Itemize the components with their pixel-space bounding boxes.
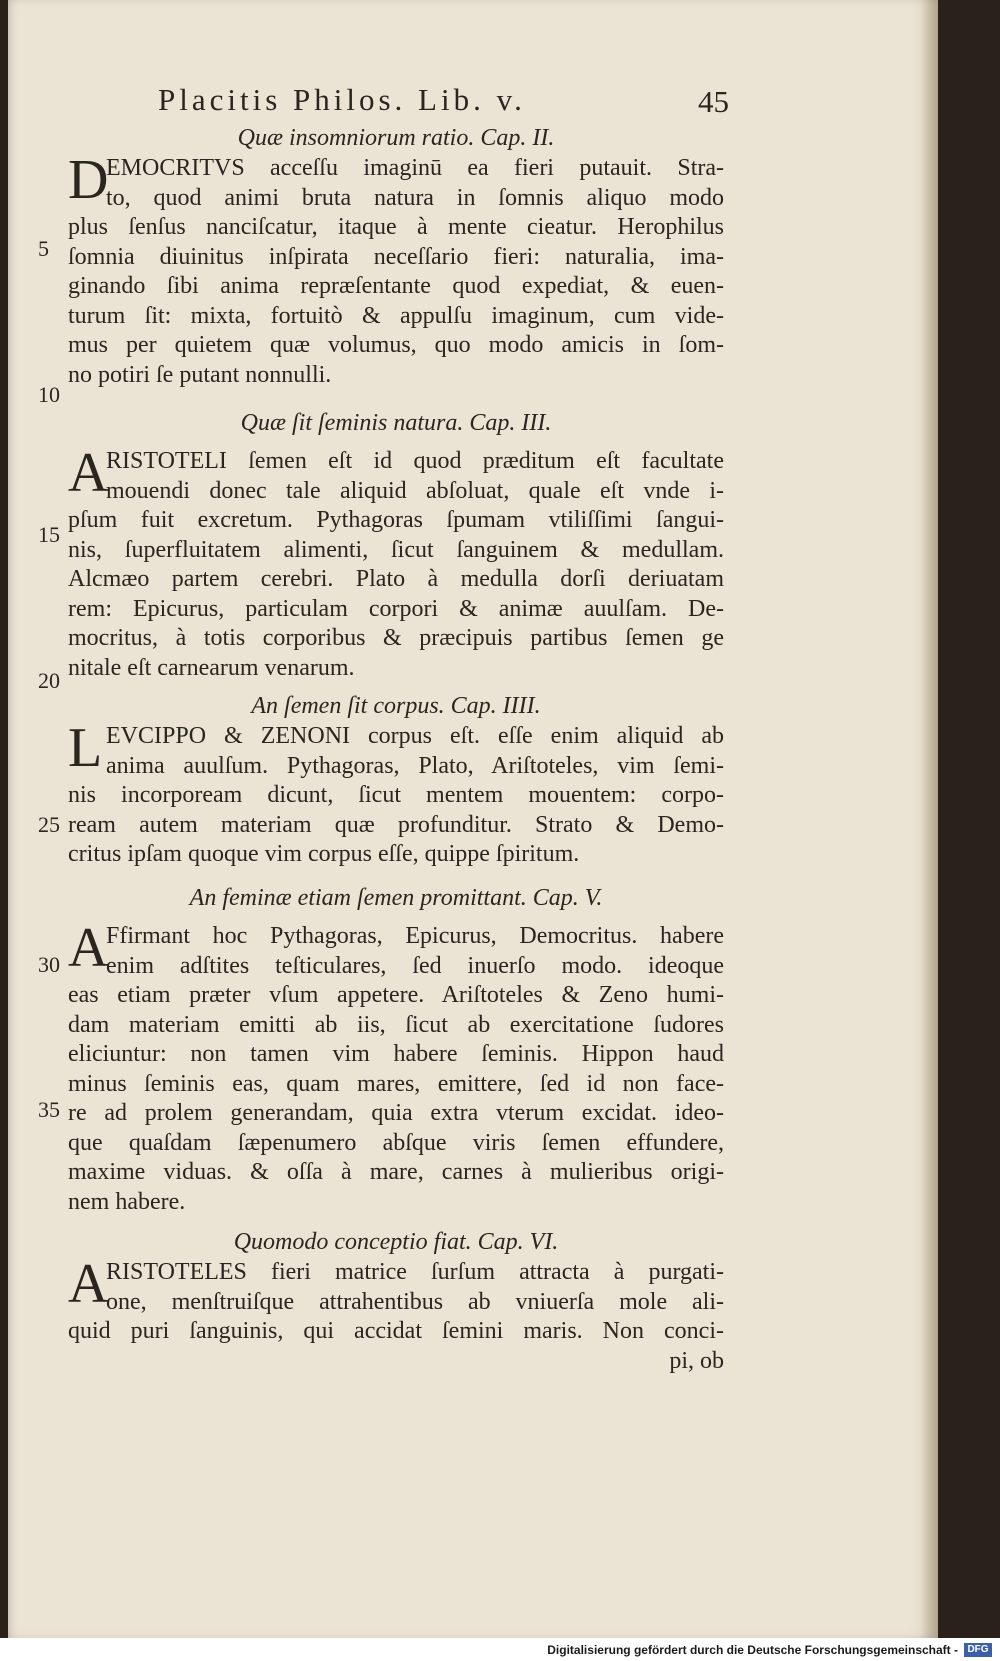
text-line: rem: Epicurus, particulam corpori & animæ auulſam. De-	[68, 595, 724, 622]
text-line: maxime viduas. & oſſa à mare, carnes à mulieribus origi-	[68, 1159, 724, 1185]
text-line: mus per quietem quæ volumus, quo modo amicis in ſom-	[68, 332, 724, 358]
line-number: 15	[38, 522, 60, 547]
text-line: RISTOTELI ſemen eſt id quod præditum eſt facultate	[106, 448, 724, 474]
running-title: Placitis Philos. Lib. v.	[158, 82, 526, 117]
text-line: minus ſeminis eas, quam mares, emittere, ſed id non face-	[68, 1070, 724, 1097]
text-line: eas etiam præter vſum appetere. Ariſtoteles & Zeno humi-	[68, 982, 724, 1008]
drop-cap: A	[68, 442, 109, 504]
line-number: 20	[38, 668, 60, 693]
line-number: 35	[38, 1097, 60, 1122]
text-line: one, menſtruiſque attrahentibus ab vniuerſa mole ali-	[106, 1288, 724, 1315]
text-line: nem habere.	[68, 1188, 186, 1215]
text-line: ginando ſibi anima repræſentante quod expediat, & euen-	[68, 273, 724, 299]
chapter-title: An feminæ etiam ſemen promittant. Cap. V.	[189, 885, 603, 911]
text-line: quid puri ſanguinis, qui accidat ſemini maris. Non conci-	[68, 1318, 724, 1344]
line-number: 30	[38, 952, 60, 977]
page-edge-stain	[920, 0, 938, 1638]
text-line: mouendi donec tale aliquid abſoluat, quale eſt vnde i-	[106, 477, 724, 504]
chapter-title: An ſemen ſit corpus. Cap. IIII.	[251, 693, 541, 719]
text-line: anima auulſum. Pythagoras, Plato, Ariſtoteles, vim ſemi-	[106, 752, 724, 779]
text-line: critus ipſam quoque vim corpus eſſe, quippe ſpiritum.	[68, 841, 580, 867]
chapter-6	[68, 1226, 724, 1376]
chapter-5	[68, 882, 724, 1217]
text-line: mocritus, à totis corporibus & præcipuis partibus ſemen ge	[68, 625, 724, 651]
text-line: que quaſdam ſæpenumero abſque viris ſemen effundere,	[68, 1129, 724, 1156]
chapter-title: Quomodo conceptio fiat. Cap. VI.	[233, 1229, 559, 1255]
text-line: nis incorpoream dicunt, ſicut mentem mouentem: corpo-	[68, 782, 724, 808]
text-line: EMOCRITVS acceſſu imaginū ea fieri putauit. Stra-	[106, 155, 724, 181]
text-line: EVCIPPO & ZENONI corpus eſt. eſſe enim aliquid ab	[106, 723, 724, 749]
text-line: Ffirmant hoc Pythagoras, Epicurus, Democritus. habere	[106, 923, 724, 949]
text-line: dam materiam emitti ab iis, ſicut ab exercitatione ſudores	[68, 1011, 724, 1038]
drop-cap: A	[68, 917, 109, 979]
digitization-footer	[0, 1638, 1000, 1661]
chapter-4	[68, 690, 724, 870]
funding-credit: Digitalisierung gefördert durch die Deutsche Forschungsgemeinschaft -	[547, 1643, 958, 1657]
text-line: ſomnia diuinitus inſpirata neceſſario fieri: naturalia, ima-	[68, 243, 724, 270]
line-number: 25	[38, 812, 60, 837]
drop-cap: A	[68, 1253, 109, 1315]
chapter-3	[68, 407, 724, 683]
text-line: to, quod animi bruta natura in ſomnis aliquo modo	[106, 184, 724, 211]
chapter-title: Quæ ſit ſeminis natura. Cap. III.	[240, 410, 552, 436]
line-number: 5	[38, 236, 49, 261]
text-line: nis, ſuperfluitatem alimenti, ſicut ſanguinem & medullam.	[68, 536, 724, 563]
chapter-body	[68, 917, 724, 1217]
line-number: 10	[38, 382, 60, 407]
chapter-2	[68, 122, 724, 390]
drop-cap: L	[68, 717, 103, 779]
text-line: enim adſtites teſticulares, ſed inuerſo modo. ideoque	[106, 952, 724, 979]
text-line: no potiri ſe putant nonnulli.	[68, 361, 332, 388]
book-page	[8, 0, 938, 1638]
text-line: turum ſit: mixta, fortuitò & appulſu imaginum, cum vide-	[68, 302, 724, 329]
chapter-body	[68, 442, 724, 683]
text-line: nitale eſt carnearum venarum.	[68, 654, 355, 681]
chapter-title: Quæ insomniorum ratio. Cap. II.	[237, 125, 555, 151]
text-line: Alcmæo partem cerebri. Plato à medulla dorſi deriuatam	[68, 566, 724, 592]
catchword: pi, ob	[669, 1347, 724, 1374]
text-line: eliciuntur: non tamen vim habere ſeminis. Hippon haud	[68, 1041, 724, 1067]
dfg-logo-icon: DFG	[964, 1643, 992, 1657]
text-line: re ad prolem generandam, quia extra vterum excidat. ideo-	[68, 1100, 724, 1126]
chapter-body	[68, 717, 724, 870]
text-line: RISTOTELES fieri matrice ſurſum attracta à purgati-	[106, 1259, 724, 1285]
text-line: pſum fuit excretum. Pythagoras ſpumam vtiliſſimi ſangui-	[68, 507, 724, 533]
chapter-body	[68, 1253, 724, 1376]
drop-cap: D	[68, 149, 109, 211]
text-line: plus ſenſus nanciſcatur, itaque à mente cieatur. Herophilus	[68, 214, 724, 240]
chapter-body	[68, 149, 724, 390]
text-line: ream autem materiam quæ profunditur. Strato & Demo-	[68, 811, 724, 838]
page-number: 45	[698, 84, 729, 119]
